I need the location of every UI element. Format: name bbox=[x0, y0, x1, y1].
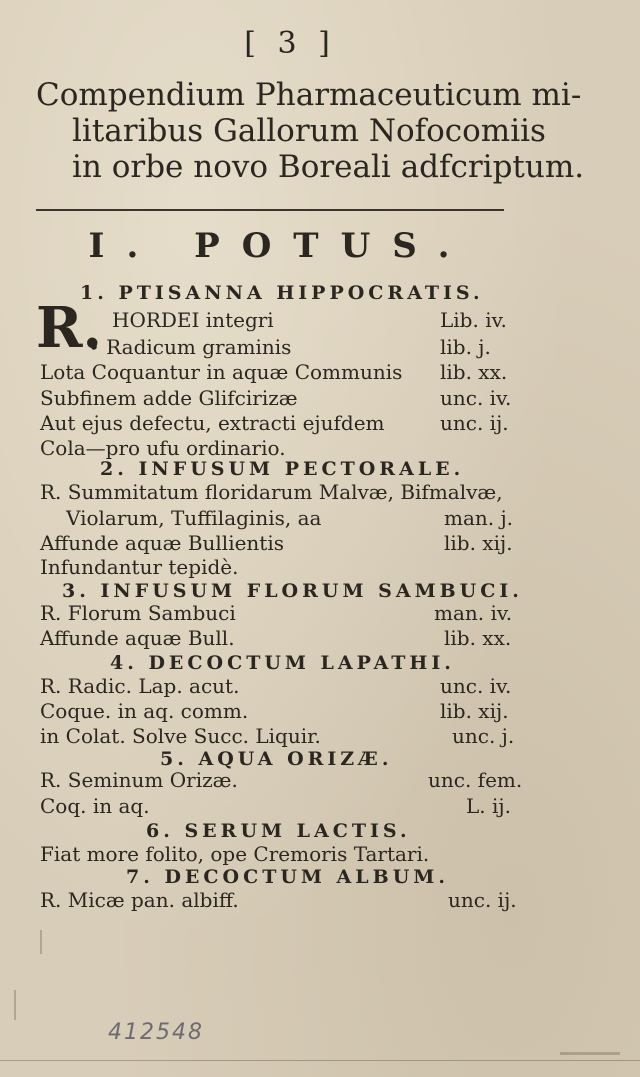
ingredient-text: Fiat more folito, ope Cremoris Tartari. bbox=[40, 842, 430, 866]
ingredient-text: R. Micæ pan. albiff. bbox=[40, 888, 239, 912]
ingredient-text: Affunde aquæ Bull. bbox=[40, 626, 235, 650]
page-number: [ 3 ] bbox=[244, 26, 336, 61]
title-line-3: in orbe novo Boreali adfcriptum. bbox=[72, 149, 585, 185]
ingredient-quantity: lib. xx. bbox=[440, 360, 508, 384]
ingredient-text: • Radicum graminis bbox=[88, 335, 292, 359]
ingredient-quantity: unc. iv. bbox=[440, 674, 512, 698]
ingredient-quantity: unc. ij. bbox=[440, 411, 509, 435]
ingredient-text: Subfinem adde Glifcirizæ bbox=[40, 386, 298, 410]
ingredient-quantity: unc. iv. bbox=[440, 386, 512, 410]
ingredient-text: Violarum, Tuffilaginis, aa bbox=[66, 506, 322, 530]
recipe-heading: 6. SERUM LACTIS. bbox=[146, 820, 411, 842]
ingredient-quantity: Lib. iv. bbox=[440, 308, 507, 332]
ingredient-text: Cola—pro ufu ordinario. bbox=[40, 436, 286, 460]
ingredient-text: in Colat. Solve Succ. Liquir. bbox=[40, 724, 321, 748]
title-line-1: Compendium Pharmaceuticum mi- bbox=[36, 77, 582, 113]
ingredient-text: R. Florum Sambuci bbox=[40, 601, 236, 625]
recipe-heading: 2. INFUSUM PECTORALE. bbox=[100, 458, 465, 480]
ingredient-text: R. Summitatum floridarum Malvæ, Bifmalvæ, bbox=[40, 480, 503, 504]
recipe-heading: 5. AQUA ORIZÆ. bbox=[160, 748, 393, 770]
title-line-2: litaribus Gallorum Nofocomiis bbox=[72, 113, 546, 149]
ingredient-quantity: unc. fem. bbox=[428, 768, 523, 792]
ingredient-quantity: lib. xx. bbox=[444, 626, 512, 650]
ingredient-quantity: unc. j. bbox=[452, 724, 515, 748]
handwritten-note: 412548 bbox=[108, 1020, 204, 1045]
ingredient-text: Coque. in aq. comm. bbox=[40, 699, 249, 723]
recipe-heading: 7. DECOCTUM ALBUM. bbox=[126, 866, 449, 888]
page-edge-line bbox=[0, 1060, 640, 1061]
recipe-heading: 3. INFUSUM FLORUM SAMBUCI. bbox=[62, 580, 523, 602]
ingredient-text: R. Radic. Lap. acut. bbox=[40, 674, 240, 698]
ingredient-text: HORDEI integri bbox=[112, 308, 274, 332]
ingredient-quantity: lib. j. bbox=[440, 335, 491, 359]
ingredient-quantity: lib. xij. bbox=[444, 531, 513, 555]
paper-stain bbox=[560, 1052, 620, 1055]
title-rule bbox=[36, 209, 504, 211]
ingredient-text: Coq. in aq. bbox=[40, 794, 150, 818]
ingredient-quantity: man. j. bbox=[444, 506, 514, 530]
paper-stain bbox=[40, 930, 42, 954]
ingredient-text: Infundantur tepidè. bbox=[40, 555, 239, 579]
ingredient-quantity: lib. xij. bbox=[440, 699, 509, 723]
recipe-heading: 4. DECOCTUM LAPATHI. bbox=[110, 652, 455, 674]
ingredient-text: R. Seminum Orizæ. bbox=[40, 768, 238, 792]
ingredient-quantity: L. ij. bbox=[466, 794, 511, 818]
ingredient-text: Affunde aquæ Bullientis bbox=[40, 531, 285, 555]
ingredient-quantity: man. iv. bbox=[434, 601, 513, 625]
paper-stain bbox=[14, 990, 16, 1020]
ingredient-text: Lota Coquantur in aquæ Communis bbox=[40, 360, 403, 384]
recipe-heading: 1. PTISANNA HIPPOCRATIS. bbox=[80, 282, 484, 304]
ingredient-text: Aut ejus defectu, extracti ejufdem bbox=[40, 411, 385, 435]
recipe-initial: R. bbox=[36, 295, 103, 361]
ingredient-quantity: unc. ij. bbox=[448, 888, 517, 912]
section-title: I. POTUS. bbox=[88, 226, 472, 266]
